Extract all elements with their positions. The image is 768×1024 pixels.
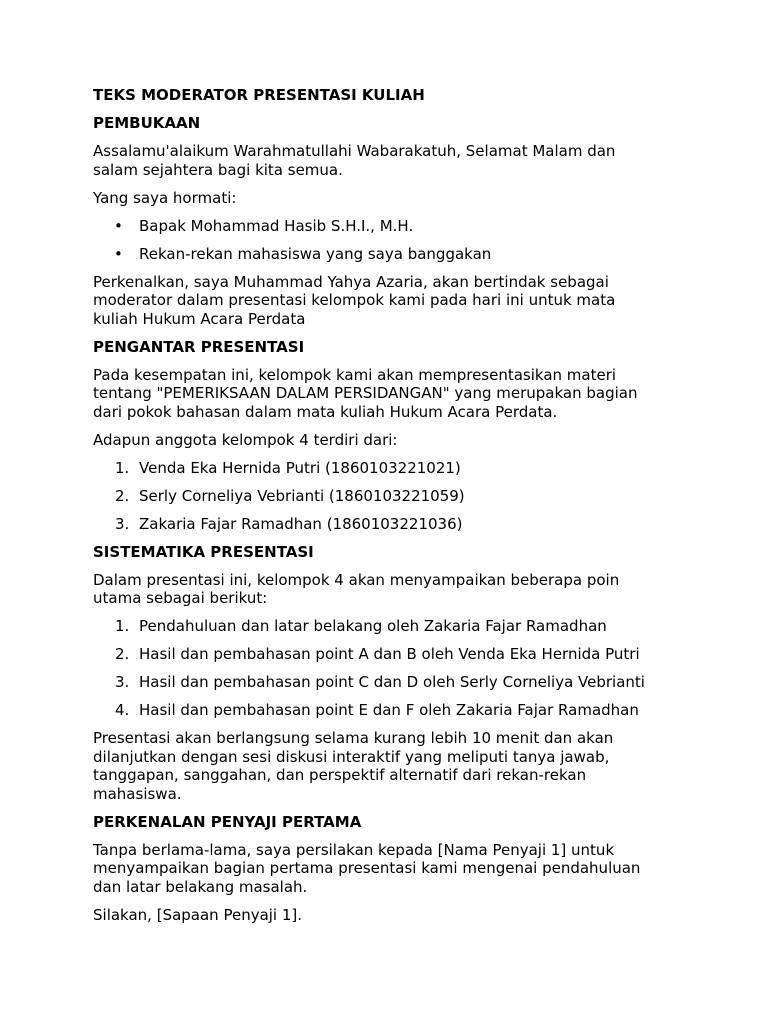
members-list <box>93 459 683 534</box>
section-heading-perkenalan: PERKENALAN PENYAJI PERTAMA <box>93 812 362 831</box>
list-item <box>93 245 683 264</box>
list-item-text: Bapak Mohammad Hasib S.H.I., M.H. <box>139 216 414 235</box>
list-item-text: Pendahuluan dan latar belakang oleh Zakaria Fajar Ramadhan <box>139 617 607 635</box>
perkenalan-paragraph: Tanpa berlama-lama, saya persilakan kepada [Nama Penyaji 1] untuk menyampaikan bagian pertama presentasi kami mengenai pendahuluan dan latar belakang masalah. <box>93 840 641 896</box>
moderator-introduction: Perkenalkan, saya Muhammad Yahya Azaria, akan bertindak sebagai moderator dalam presentasi kelompok kami pada hari ini untuk mata kuliah Hukum Acara Perdata <box>93 272 616 328</box>
document-page <box>93 86 683 924</box>
sistematika-closing: Presentasi akan berlangsung selama kurang lebih 10 menit dan akan dilanjutkan dengan sesi diskusi interaktif yang meliputi tanya jawab, tanggapan, sanggahan, dan perspektif alternatif dari rekan-rekan mahasiswa. <box>93 729 614 803</box>
list-item <box>93 701 683 720</box>
sistematika-paragraph: Dalam presentasi ini, kelompok 4 akan menyampaikan beberapa poin utama sebagai berikut: <box>93 570 620 607</box>
list-number: 1. <box>115 458 130 477</box>
list-item-text: Hasil dan pembahasan point C dan D oleh Serly Corneliya Vebrianti <box>139 673 645 691</box>
list-item <box>93 515 683 534</box>
bullet-icon: • <box>114 244 123 263</box>
list-number: 2. <box>115 486 130 505</box>
list-item-text: Hasil dan pembahasan point E dan F oleh Zakaria Fajar Ramadhan <box>139 701 639 719</box>
section-heading-pembukaan: PEMBUKAAN <box>93 114 201 132</box>
list-item-text: Serly Corneliya Vebrianti (1860103221059) <box>139 486 465 505</box>
list-item <box>93 645 683 664</box>
bullet-icon: • <box>114 216 123 235</box>
list-number: 4. <box>115 701 130 719</box>
list-item <box>93 617 683 636</box>
respected-list <box>93 217 683 264</box>
list-item-text: Zakaria Fajar Ramadhan (1860103221036) <box>139 514 463 533</box>
section-heading-pengantar: PENGANTAR PRESENTASI <box>93 337 305 356</box>
list-item <box>93 459 683 478</box>
list-item <box>93 487 683 506</box>
list-number: 2. <box>115 645 130 663</box>
section-heading-sistematika: SISTEMATIKA PRESENTASI <box>93 542 314 561</box>
points-list <box>93 617 683 720</box>
list-item-text: Hasil dan pembahasan point A dan B oleh Venda Eka Hernida Putri <box>139 645 640 663</box>
document-title: TEKS MODERATOR PRESENTASI KULIAH <box>93 86 425 104</box>
list-number: 3. <box>115 514 130 533</box>
list-item-text: Venda Eka Hernida Putri (1860103221021) <box>139 458 461 477</box>
list-number: 3. <box>115 673 130 691</box>
respected-intro: Yang saya hormati: <box>93 188 237 207</box>
list-item <box>93 217 683 236</box>
list-number: 1. <box>115 617 130 635</box>
members-intro: Adapun anggota kelompok 4 terdiri dari: <box>93 430 398 449</box>
list-item-text: Rekan-rekan mahasiswa yang saya banggakan <box>139 244 492 263</box>
greeting-paragraph: Assalamu'alaikum Warahmatullahi Wabarakatuh, Selamat Malam dan salam sejahtera bagi kita semua. <box>93 142 616 179</box>
perkenalan-invite: Silakan, [Sapaan Penyaji 1]. <box>93 905 303 924</box>
pengantar-paragraph: Pada kesempatan ini, kelompok kami akan mempresentasikan materi tentang "PEMERIKSAAN DALAM PERSIDANGAN" yang merupakan bagian dari pokok bahasan dalam mata kuliah Hukum Acara Perdata. <box>93 365 638 421</box>
list-item <box>93 673 683 692</box>
